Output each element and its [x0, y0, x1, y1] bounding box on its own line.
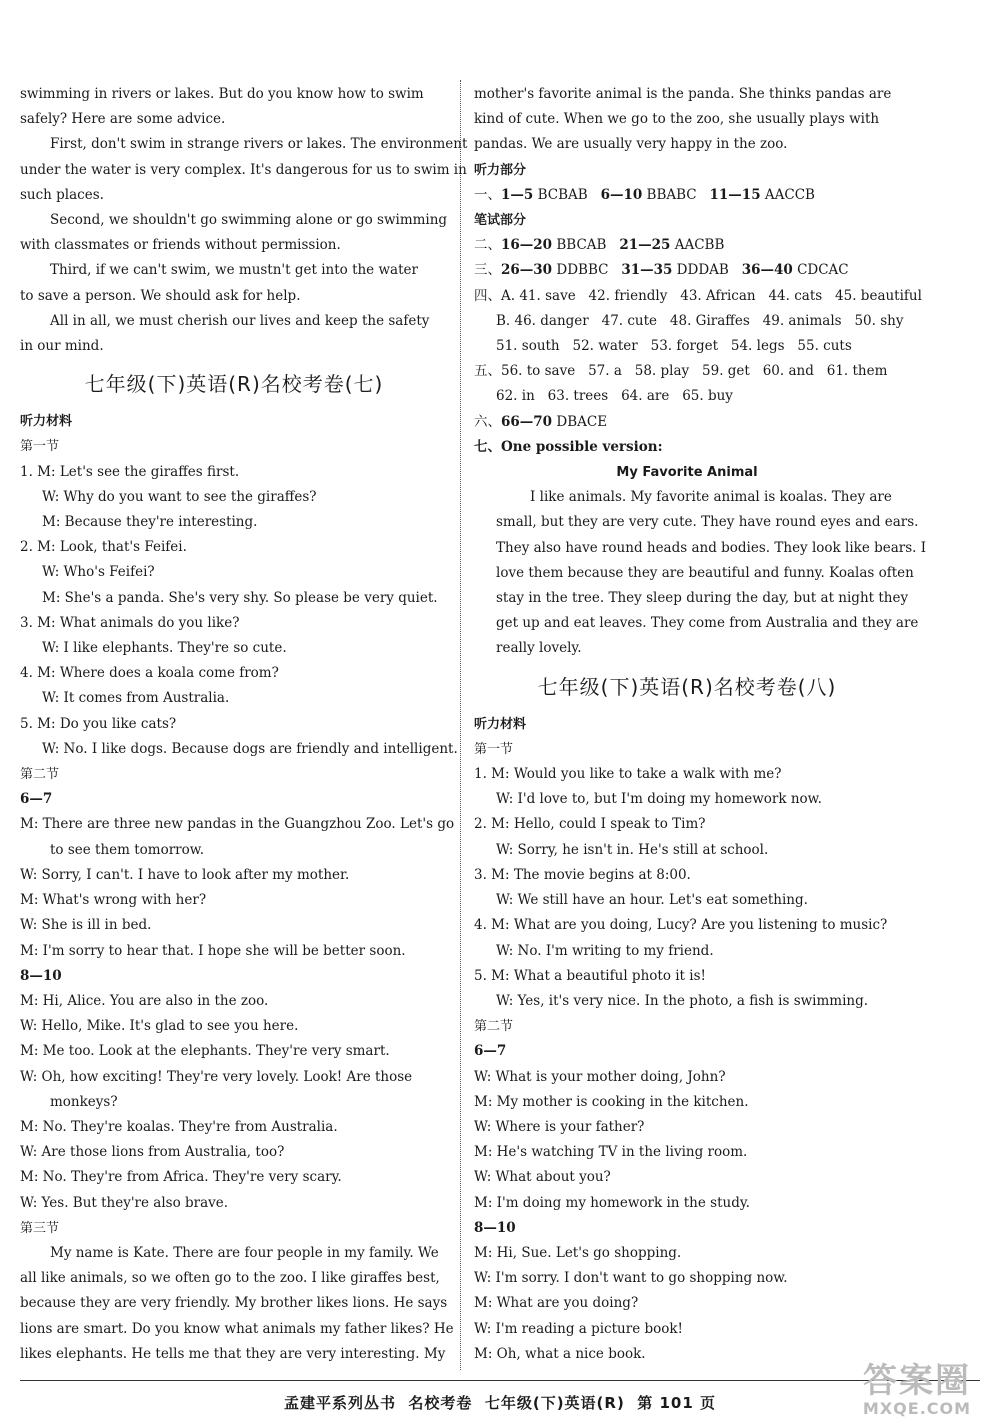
dialogue-line: W: I'm reading a picture book!: [474, 1320, 683, 1337]
dialogue-line: M: No. They're from Africa. They're very scary.: [20, 1169, 342, 1186]
dialogue-line: W: Sorry, I can't. I have to look after my mother.: [20, 866, 350, 883]
answer-row: [474, 183, 900, 208]
dialogue-line: 4. M: Where does a koala come from?: [20, 665, 279, 682]
answer-prefix: 一、: [474, 186, 501, 203]
dialogue-line: W: Are those lions from Australia, too?: [20, 1144, 285, 1161]
answer-keys: DBACE: [552, 413, 608, 430]
dialogue-line: 3. M: The movie begins at 8:00.: [474, 866, 691, 883]
text-line: pandas. We are usually very happy in the zoo.: [474, 136, 788, 153]
dialogue-line: W: Who's Feifei?: [42, 564, 155, 581]
dialogue-line: W: Oh, how exciting! They're very lovely. Look! Are those: [20, 1068, 413, 1085]
dialogue-line: M: I'm sorry to hear that. I hope she will be better soon.: [20, 942, 406, 959]
text-line: in our mind.: [20, 338, 104, 355]
answer-prefix: 二、: [474, 237, 501, 254]
answer-range: 11—15: [709, 186, 761, 203]
section-label: 第二节: [20, 767, 60, 783]
answer-range: 31—35: [621, 262, 673, 279]
question-range: 6—7: [474, 1043, 507, 1060]
answer-keys: BBABC: [642, 186, 710, 203]
dialogue-line: W: Sorry, he isn't in. He's still at school.: [496, 841, 769, 858]
dialogue-line: W: It comes from Australia.: [42, 690, 230, 707]
dialogue-line: W: I'd love to, but I'm doing my homework now.: [496, 791, 822, 808]
question-range: 8—10: [474, 1219, 516, 1236]
dialogue-line: M: I'm doing my homework in the study.: [474, 1194, 750, 1211]
dialogue-line: W: We still have an hour. Let's eat something.: [496, 892, 808, 909]
essay-line: really lovely.: [496, 640, 582, 657]
dialogue-line: 3. M: What animals do you like?: [20, 614, 240, 631]
dialogue-line: W: Hello, Mike. It's glad to see you here.: [20, 1018, 299, 1035]
answer-row: 四、A. 41. save 42. friendly 43. African 44. cats 45. beautiful: [474, 287, 922, 304]
text-line: swimming in rivers or lakes. But do you know how to swim: [20, 86, 424, 102]
dialogue-line: M: There are three new pandas in the Guangzhou Zoo. Let's go: [20, 816, 455, 833]
text-line: likes elephants. He tells me that they are very interesting. My: [20, 1345, 446, 1362]
left-column: [20, 82, 468, 1367]
exam-title-8: 七年级(下)英语(R)名校考卷(八): [537, 674, 837, 699]
essay-title: My Favorite Animal: [616, 465, 758, 481]
text-line: lions are smart. Do you know what animals my father likes? He: [20, 1320, 454, 1337]
exam-title-7: 七年级(下)英语(R)名校考卷(七): [84, 372, 384, 397]
dialogue-line: W: What about you?: [474, 1169, 611, 1186]
dialogue-line: 1. M: Would you like to take a walk with me?: [474, 766, 782, 783]
dialogue-line: M: Hi, Alice. You are also in the zoo.: [20, 992, 269, 1009]
page-footer: 孟建平系列丛书 名校考卷 七年级(下)英语(R) 第 101 页: [283, 1394, 717, 1412]
dialogue-line: 2. M: Hello, could I speak to Tim?: [474, 816, 706, 833]
answer-row: 51. south 52. water 53. forget 54. legs 55. cuts: [496, 338, 852, 355]
text-line: Third, if we can't swim, we mustn't get into the water: [50, 262, 418, 279]
answer-row: [474, 258, 900, 283]
dialogue-line: M: Because they're interesting.: [42, 514, 258, 531]
answer-keys: BCBAB: [533, 186, 601, 203]
answer-row: 62. in 63. trees 64. are 65. buy: [496, 388, 733, 405]
answer-range: 36—40: [741, 262, 793, 279]
dialogue-line: M: He's watching TV in the living room.: [474, 1144, 748, 1161]
essay-line: get up and eat leaves. They come from Australia and they are: [496, 615, 919, 632]
section-label: 第三节: [20, 1220, 60, 1236]
essay-line: They also have round heads and bodies. They look like bears. I: [496, 539, 927, 556]
essay-intro: 七、One possible version:: [474, 438, 663, 455]
text-line: such places.: [20, 186, 104, 203]
section-label: 第一节: [20, 439, 60, 455]
answer-keys: CDCAC: [792, 262, 849, 279]
answer-range: 21—25: [619, 237, 671, 254]
text-line: because they are very friendly. My brother likes lions. He says: [20, 1295, 448, 1312]
text-line: to save a person. We should ask for help.: [20, 287, 301, 304]
watermark-logo: [842, 1362, 992, 1422]
footer-rule: [20, 1380, 980, 1381]
text-line: safely? Here are some advice.: [20, 111, 226, 128]
question-range: 6—7: [20, 791, 53, 808]
dialogue-line: M: Oh, what a nice book.: [474, 1345, 646, 1362]
watermark-url: MXQE.COM: [862, 1399, 972, 1418]
answer-keys: DDDAB: [672, 262, 742, 279]
dialogue-line: M: Me too. Look at the elephants. They're very smart.: [20, 1043, 390, 1060]
dialogue-line: W: Where is your father?: [474, 1118, 645, 1135]
text-line: Second, we shouldn't go swimming alone or go swimming: [50, 212, 448, 229]
essay-line: stay in the tree. They sleep during the day, but at night they: [496, 590, 909, 607]
dialogue-line: monkeys?: [50, 1093, 118, 1110]
answer-range: 16—20: [501, 237, 553, 254]
dialogue-line: W: I'm sorry. I don't want to go shopping now.: [474, 1270, 788, 1287]
section-label: 第一节: [474, 741, 514, 757]
answer-range: 6—10: [600, 186, 643, 203]
answer-range: 26—30: [501, 262, 553, 279]
answer-range: 1—5: [501, 186, 534, 203]
dialogue-line: W: No. I'm writing to my friend.: [496, 942, 714, 959]
column-divider: [460, 80, 461, 1370]
text-line: under the water is very complex. It's dangerous for us to swim in: [20, 161, 467, 178]
right-column: [474, 82, 927, 1367]
essay-line: love them because they are beautiful and funny. Koalas often: [496, 564, 914, 581]
dialogue-line: M: No. They're koalas. They're from Australia.: [20, 1118, 338, 1135]
dialogue-line: to see them tomorrow.: [50, 841, 205, 858]
answer-keys: AACCB: [760, 186, 815, 203]
text-line: all like animals, so we often go to the zoo. I like giraffes best,: [20, 1270, 440, 1287]
question-range: 8—10: [20, 967, 62, 984]
answer-prefix: 三、: [474, 262, 501, 279]
answer-keys: BBCAB: [552, 237, 620, 254]
answer-prefix: 六、: [474, 413, 501, 430]
answer-keys: DDBBC: [552, 262, 622, 279]
text-line: kind of cute. When we go to the zoo, she usually plays with: [474, 111, 880, 128]
essay-line: small, but they are very cute. They have round eyes and ears.: [496, 514, 919, 531]
answer-row: [474, 233, 900, 258]
answer-range: 66—70: [501, 413, 553, 430]
listening-label: 听力材料: [474, 716, 527, 732]
dialogue-line: W: No. I like dogs. Because dogs are friendly and intelligent.: [42, 740, 458, 757]
dialogue-line: W: I like elephants. They're so cute.: [42, 640, 287, 657]
dialogue-line: 2. M: Look, that's Feifei.: [20, 539, 187, 556]
written-part-label: 笔试部分: [474, 213, 527, 229]
dialogue-line: W: She is ill in bed.: [20, 917, 152, 934]
dialogue-line: M: What's wrong with her?: [20, 892, 207, 909]
text-line: First, don't swim in strange rivers or lakes. The environment: [50, 136, 468, 153]
dialogue-line: W: Yes, it's very nice. In the photo, a fish is swimming.: [496, 992, 869, 1009]
essay-line: I like animals. My favorite animal is koalas. They are: [530, 489, 892, 506]
dialogue-line: M: What are you doing?: [474, 1295, 639, 1312]
dialogue-line: W: Yes. But they're also brave.: [20, 1194, 229, 1211]
listening-label: 听力材料: [20, 414, 73, 430]
section-label: 第二节: [474, 1019, 514, 1035]
dialogue-line: M: My mother is cooking in the kitchen.: [474, 1093, 749, 1110]
text-line: with classmates or friends without permission.: [20, 237, 341, 254]
text-line: All in all, we must cherish our lives and keep the safety: [50, 312, 430, 329]
dialogue-line: M: Hi, Sue. Let's go shopping.: [474, 1244, 682, 1261]
dialogue-line: W: What is your mother doing, John?: [474, 1068, 726, 1085]
dialogue-line: 4. M: What are you doing, Lucy? Are you listening to music?: [474, 917, 888, 934]
dialogue-line: M: She's a panda. She's very shy. So please be very quiet.: [42, 589, 438, 606]
dialogue-line: 1. M: Let's see the giraffes first.: [20, 463, 240, 480]
answer-row: 五、56. to save 57. a 58. play 59. get 60. and 61. them: [474, 363, 888, 380]
text-line: mother's favorite animal is the panda. She thinks pandas are: [474, 86, 892, 102]
text-line: My name is Kate. There are four people in my family. We: [50, 1244, 439, 1261]
listening-part-label: 听力部分: [474, 162, 527, 178]
dialogue-line: 5. M: Do you like cats?: [20, 715, 177, 732]
answer-row: [474, 410, 900, 435]
watermark-text: 答案圈: [863, 1361, 971, 1401]
answer-row: B. 46. danger 47. cute 48. Giraffes 49. animals 50. shy: [496, 312, 904, 329]
dialogue-line: 5. M: What a beautiful photo it is!: [474, 967, 706, 984]
dialogue-line: W: Why do you want to see the giraffes?: [42, 488, 317, 505]
answer-keys: AACBB: [670, 237, 725, 254]
